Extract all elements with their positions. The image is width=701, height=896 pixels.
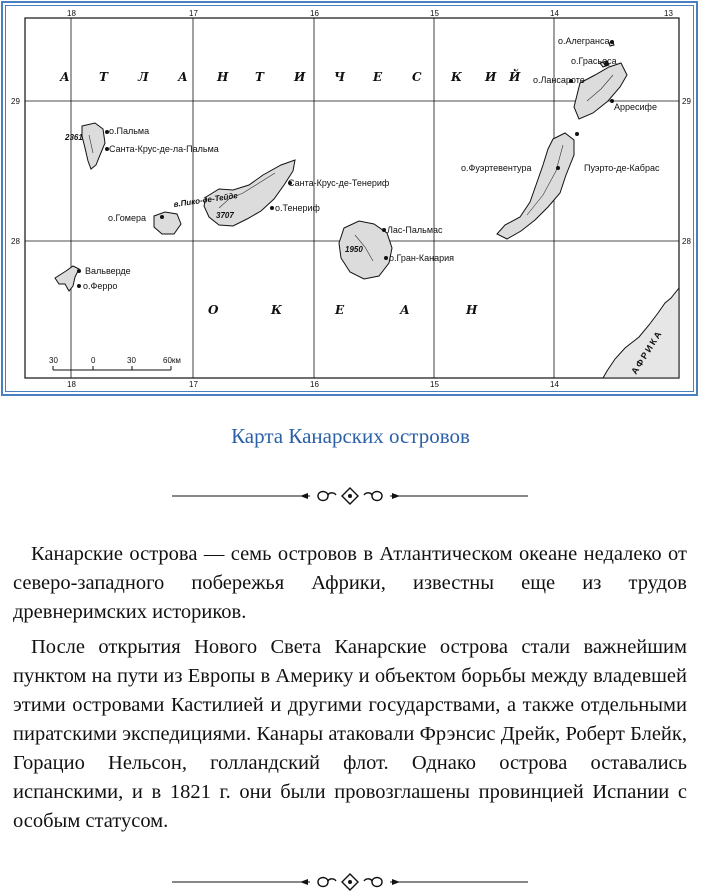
svg-text:Л: Л <box>138 70 149 84</box>
longitude-labels-top <box>67 9 673 18</box>
svg-text:30: 30 <box>127 356 136 365</box>
label-gran-canaria: о.Гран-Канария <box>389 253 454 263</box>
canary-islands-map <box>3 3 700 398</box>
label-alegranza: о.Алегранса <box>558 36 610 46</box>
svg-text:Т: Т <box>99 70 108 84</box>
island-gomera <box>154 212 181 234</box>
map-frame <box>1 1 698 396</box>
africa-label: АФРИКА <box>629 328 665 377</box>
svg-text:Н: Н <box>217 70 229 84</box>
paragraph-2: После открытия Нового Света Канарские острова стали важнейшим пунктом на пути из Европы в Америку и объектом борьбы между владевшей этими островами Кастилией и другими государствами, а также отдельными пиратскими экспедициями. Канары атаковали Фрэнсис Дрейк, Роберт Блейк, Горацио Нельсон, голландский флот. Однако острова оставались испанскими, и в 1821 г. они были провозглашены провинцией Испании с особым статусом. <box>13 636 687 832</box>
svg-text:30: 30 <box>49 356 58 365</box>
svg-text:Е: Е <box>373 70 383 84</box>
svg-text:А: А <box>400 303 410 317</box>
svg-text:И: И <box>294 70 306 84</box>
label-ferro: о.Ферро <box>83 281 118 291</box>
ocean-label-top <box>59 68 521 84</box>
svg-text:К: К <box>451 70 462 84</box>
ornament-divider-top <box>172 486 528 506</box>
svg-text:Н: Н <box>466 303 478 317</box>
label-pico-teide: в.Пико-де-Тейде <box>173 191 239 209</box>
svg-text:14: 14 <box>550 380 559 389</box>
label-tenerife: о.Тенериф <box>275 203 320 213</box>
svg-text:О: О <box>208 303 219 317</box>
island-la-palma <box>82 123 105 169</box>
svg-text:А: А <box>178 70 188 84</box>
svg-text:17: 17 <box>189 380 198 389</box>
svg-text:15: 15 <box>430 9 439 18</box>
svg-text:16: 16 <box>310 380 319 389</box>
label-lanzarote: о.Лансароте <box>533 75 585 85</box>
elevation-gran-canaria: 1950 <box>345 245 363 254</box>
svg-text:16: 16 <box>310 9 319 18</box>
svg-text:18: 18 <box>67 9 76 18</box>
svg-text:29: 29 <box>682 97 691 106</box>
svg-text:28: 28 <box>11 237 20 246</box>
svg-text:14: 14 <box>550 9 559 18</box>
svg-text:29: 29 <box>11 97 20 106</box>
label-la-palma: о.Пальма <box>109 126 150 136</box>
svg-text:Ч: Ч <box>334 70 345 84</box>
map-caption: Карта Канарских островов <box>231 424 470 448</box>
svg-text:С: С <box>412 70 422 84</box>
graticule <box>25 18 679 378</box>
svg-text:17: 17 <box>189 9 198 18</box>
label-las-palmas: Лас-Пальмас <box>387 225 443 235</box>
label-santa-cruz-tenerife: Санта-Крус-де-Тенериф <box>288 178 390 188</box>
elevation-tenerife: 3707 <box>216 211 234 220</box>
svg-text:60км: 60км <box>163 356 181 365</box>
label-graciosa: о.Грасьоса <box>571 56 617 66</box>
ornament-divider-bottom <box>172 872 528 892</box>
svg-text:Й: Й <box>509 70 521 84</box>
svg-text:13: 13 <box>664 9 673 18</box>
label-santa-cruz-la-palma: Санта-Крус-де-ла-Пальма <box>109 144 219 154</box>
label-puerto-cabras: Пуэрто-де-Кабрас <box>584 163 660 173</box>
island-fuerteventura <box>497 133 574 239</box>
longitude-labels-bottom <box>67 380 559 389</box>
body-text <box>13 540 687 842</box>
svg-text:15: 15 <box>430 380 439 389</box>
svg-text:К: К <box>271 303 282 317</box>
label-gomera: о.Гомера <box>108 213 146 223</box>
svg-text:И: И <box>485 70 497 84</box>
svg-text:0: 0 <box>91 356 96 365</box>
svg-text:18: 18 <box>67 380 76 389</box>
elevation-la-palma: 2361 <box>65 133 83 142</box>
ocean-label-bottom <box>208 303 478 317</box>
label-arrecife: Арресифе <box>614 102 657 112</box>
svg-text:А: А <box>60 70 70 84</box>
island-hierro <box>55 266 79 291</box>
scale-bar <box>49 356 181 370</box>
paragraph-1: Канарские острова — семь островов в Атлантическом океане недалеко от северо-западного побережья Африки, известны еще из трудов древнеримских историков. <box>13 543 687 623</box>
svg-text:28: 28 <box>682 237 691 246</box>
svg-text:Е: Е <box>335 303 345 317</box>
svg-text:Т: Т <box>255 70 264 84</box>
label-valverde: Вальверде <box>85 266 131 276</box>
label-fuerteventura: о.Фуэртевентура <box>461 163 532 173</box>
